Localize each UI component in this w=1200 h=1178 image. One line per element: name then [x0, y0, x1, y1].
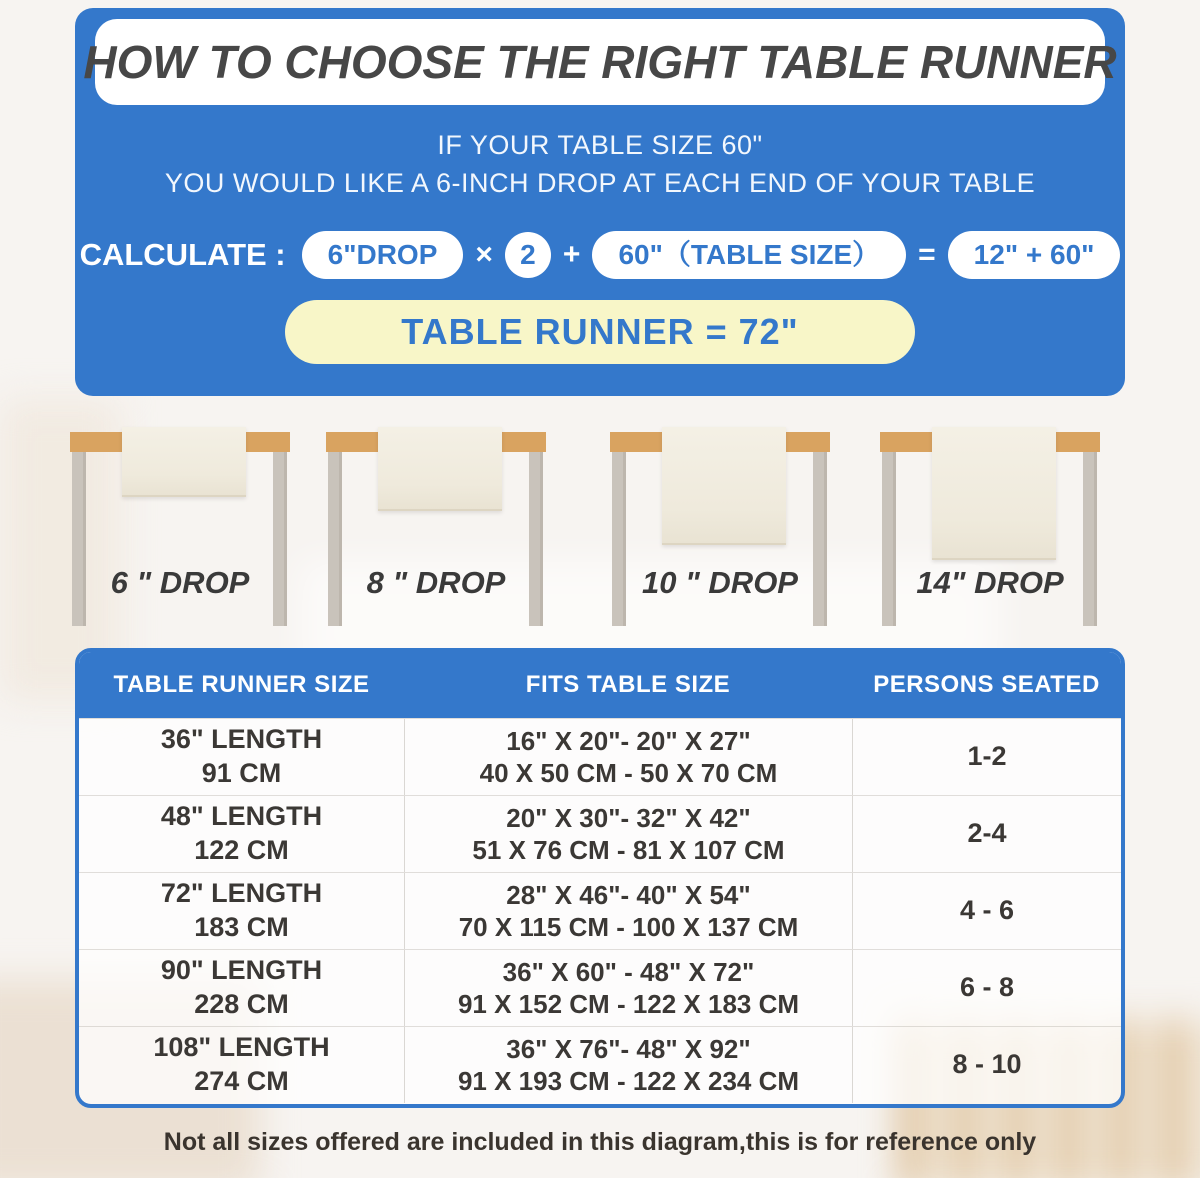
fits-line2: 91 X 152 CM - 122 X 183 CM: [457, 989, 800, 1019]
calculation-row: [75, 230, 1125, 280]
fits-line2: 40 X 50 CM - 50 X 70 CM: [479, 758, 778, 788]
table-row: [79, 718, 1121, 795]
column-header-fits-table: FITS TABLE SIZE: [525, 671, 731, 698]
runner-size-line2: 122 CM: [194, 835, 289, 865]
fits-line2: 51 X 76 CM - 81 X 107 CM: [472, 835, 785, 865]
runner-swatch-icon: [662, 427, 786, 545]
runner-swatch-icon: [378, 427, 502, 511]
size-table-header: [79, 652, 1121, 718]
drop-label: 8 " DROP: [366, 565, 506, 600]
runner-size-line2: 91 CM: [201, 758, 282, 788]
persons-cell: 1-2: [852, 719, 1121, 795]
times-operator: ×: [475, 238, 493, 271]
runner-size-line1: 36" LENGTH: [160, 724, 323, 755]
fits-size-cell: [404, 950, 852, 1026]
subtitle-line1: IF YOUR TABLE SIZE 60": [437, 130, 763, 160]
runner-size-cell: [79, 796, 404, 872]
explainer-panel: [75, 8, 1125, 396]
fits-size-cell: [404, 1027, 852, 1103]
table-row: [79, 795, 1121, 872]
column-header-runner-size: TABLE RUNNER SIZE: [113, 671, 370, 698]
column-header-persons: PERSONS SEATED: [873, 671, 1100, 698]
equals-operator: =: [918, 238, 936, 271]
fits-size-cell: [404, 719, 852, 795]
footer-disclaimer: Not all sizes offered are included in this diagram,this is for reference only: [163, 1128, 1037, 1156]
runner-size-line2: 274 CM: [194, 1066, 289, 1096]
calculate-label: CALCULATE :: [79, 237, 286, 272]
fits-line2: 91 X 193 CM - 122 X 234 CM: [457, 1066, 800, 1096]
runner-size-cell: [79, 719, 404, 795]
table-row: [79, 949, 1121, 1026]
drop-figure-6: [70, 425, 290, 630]
runner-size-line1: 48" LENGTH: [160, 801, 323, 832]
plus-operator: +: [562, 238, 581, 271]
runner-size-line2: 183 CM: [194, 912, 289, 942]
page-title: HOW TO CHOOSE THE RIGHT TABLE RUNNER: [83, 36, 1117, 88]
persons-cell: 8 - 10: [852, 1027, 1121, 1103]
fits-line1: 16" X 20"- 20" X 27": [506, 725, 751, 756]
multiplier-circle: 2: [505, 232, 551, 278]
drop-label: 14" DROP: [916, 565, 1064, 600]
fits-line1: 36" X 60" - 48" X 72": [502, 956, 755, 987]
fits-line1: 28" X 46"- 40" X 54": [506, 879, 751, 910]
runner-size-cell: [79, 1027, 404, 1103]
drop-figure-14: [880, 425, 1100, 630]
result-banner: [285, 300, 915, 364]
table-size-pill: 60"（TABLE SIZE）: [592, 231, 906, 279]
runner-size-line1: 90" LENGTH: [160, 955, 323, 986]
fits-size-cell: [404, 796, 852, 872]
runner-size-line2: 228 CM: [194, 989, 289, 1019]
drop-figure-8: [326, 425, 546, 630]
fits-line1: 20" X 30"- 32" X 42": [506, 802, 751, 833]
table-row: [79, 872, 1121, 949]
sum-pill: 12" + 60": [948, 231, 1121, 279]
drop-figure-10: [610, 425, 830, 630]
size-table-panel: [75, 648, 1125, 1108]
runner-size-line1: 108" LENGTH: [153, 1032, 330, 1063]
fits-size-cell: [404, 873, 852, 949]
drop-label: 6 " DROP: [110, 565, 250, 600]
persons-cell: 4 - 6: [852, 873, 1121, 949]
runner-size-line1: 72" LENGTH: [160, 878, 323, 909]
persons-cell: 6 - 8: [852, 950, 1121, 1026]
subtitle-line2: YOU WOULD LIKE A 6-INCH DROP AT EACH END OF YOUR TABLE: [164, 168, 1036, 198]
drop-label: 10 " DROP: [642, 565, 798, 600]
runner-size-cell: [79, 873, 404, 949]
result-banner-text: TABLE RUNNER = 72": [401, 311, 799, 352]
table-row: [79, 1026, 1121, 1103]
fits-line1: 36" X 76"- 48" X 92": [506, 1033, 751, 1064]
runner-size-cell: [79, 950, 404, 1026]
drop-pill: 6"DROP: [302, 231, 464, 279]
title-box: [83, 19, 1117, 105]
fits-line2: 70 X 115 CM - 100 X 137 CM: [458, 912, 799, 942]
runner-swatch-icon: [122, 427, 246, 497]
persons-cell: 2-4: [852, 796, 1121, 872]
runner-swatch-icon: [932, 427, 1056, 560]
